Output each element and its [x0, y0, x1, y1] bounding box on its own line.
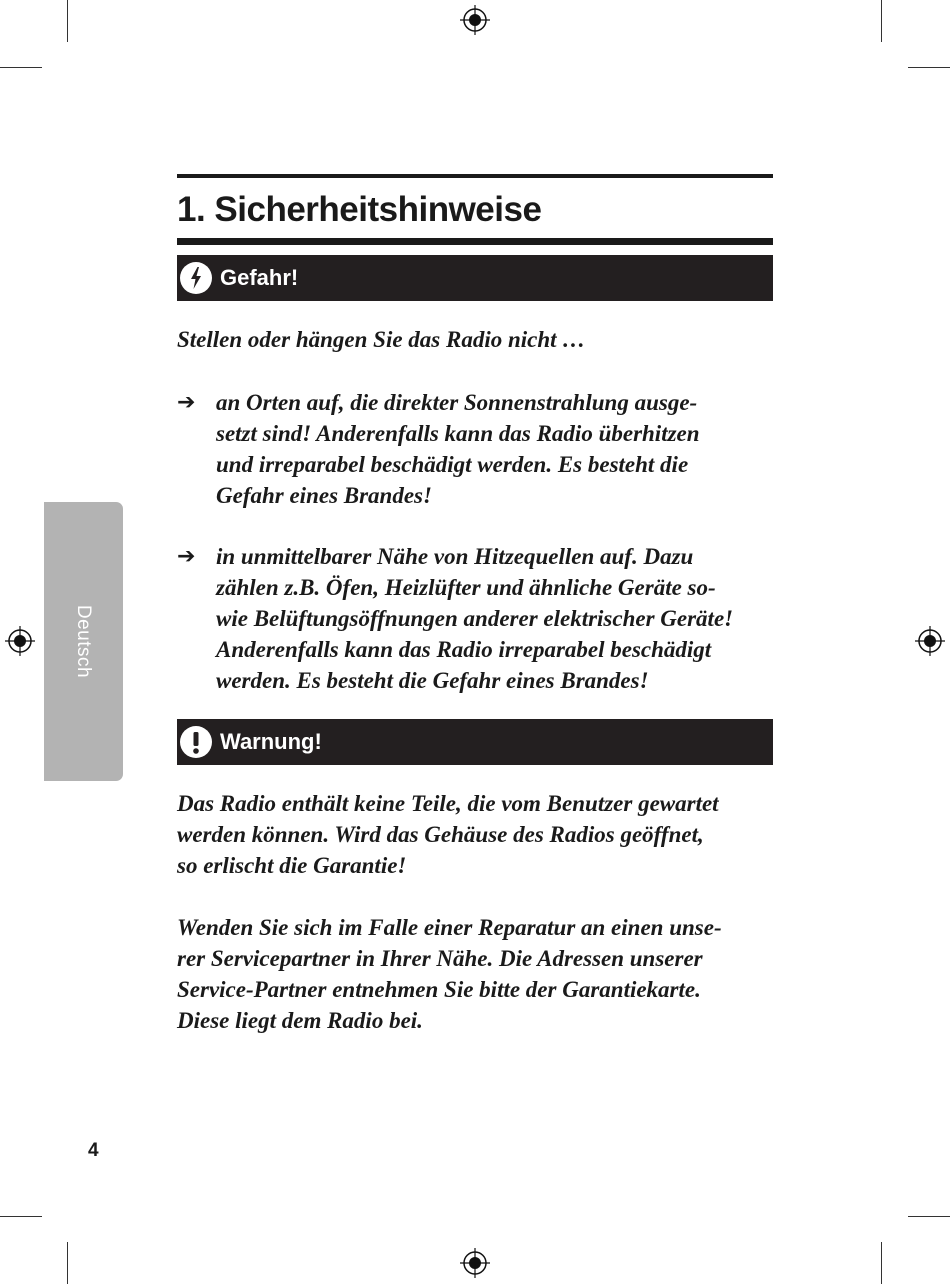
- warning-banner: [177, 719, 773, 765]
- page-title: 1. Sicherheitshinweise: [177, 190, 542, 229]
- page-number: 4: [88, 1140, 99, 1161]
- heading-bottom-rule: [177, 238, 773, 245]
- registration-mark-icon: [460, 1248, 490, 1278]
- danger-banner-label: Gefahr!: [220, 265, 299, 290]
- crop-mark: [908, 67, 950, 68]
- crop-mark: [67, 0, 68, 42]
- crop-mark: [881, 1242, 882, 1284]
- danger-intro: Stellen oder hängen Sie das Radio nicht …: [177, 327, 586, 352]
- bullet-text: an Orten auf, die direkter Sonnenstrahlung ausge- setzt sind! Anderenfalls kann das Radio überhitzen und irreparabel beschädigt werden. Es besteht die Gefahr eines Brandes!: [216, 390, 700, 508]
- arrow-right-icon: ➔: [177, 544, 196, 569]
- crop-mark: [908, 1216, 950, 1217]
- danger-banner: [177, 255, 773, 301]
- list-item: [177, 387, 773, 511]
- exclamation-icon: [180, 726, 212, 758]
- registration-mark-icon: [5, 626, 35, 656]
- arrow-right-icon: ➔: [177, 390, 196, 415]
- registration-mark-icon: [460, 5, 490, 35]
- list-item: [177, 541, 773, 696]
- crop-mark: [67, 1242, 68, 1284]
- warning-paragraph: Wenden Sie sich im Falle einer Reparatur an einen unse- rer Servicepartner in Ihrer Nähe. Die Adressen unserer Service-Partner entnehmen Sie bitte der Garantiekarte. Diese liegt dem Radio bei.: [177, 915, 722, 1033]
- crop-mark: [0, 67, 42, 68]
- heading-top-rule: [177, 174, 773, 178]
- warning-banner-label: Warnung!: [220, 729, 322, 754]
- bullet-text: in unmittelbarer Nähe von Hitzequellen auf. Dazu zählen z.B. Öfen, Heizlüfter und ähnliche Geräte so- wie Belüftungsöffnungen anderer elektrischer Geräte! Anderenfalls kann das Radio irreparabel beschädigt werden. Es besteht die Gefahr eines Brandes!: [216, 544, 734, 693]
- language-tab-label: Deutsch: [73, 604, 95, 679]
- registration-mark-icon: [915, 626, 945, 656]
- warning-paragraph: Das Radio enthält keine Teile, die vom Benutzer gewartet werden können. Wird das Gehäuse des Radios geöffnet, so erlischt die Garantie!: [177, 791, 719, 878]
- crop-mark: [0, 1216, 42, 1217]
- language-side-tab: [44, 502, 123, 781]
- lightning-icon: [180, 262, 212, 294]
- crop-mark: [881, 0, 882, 42]
